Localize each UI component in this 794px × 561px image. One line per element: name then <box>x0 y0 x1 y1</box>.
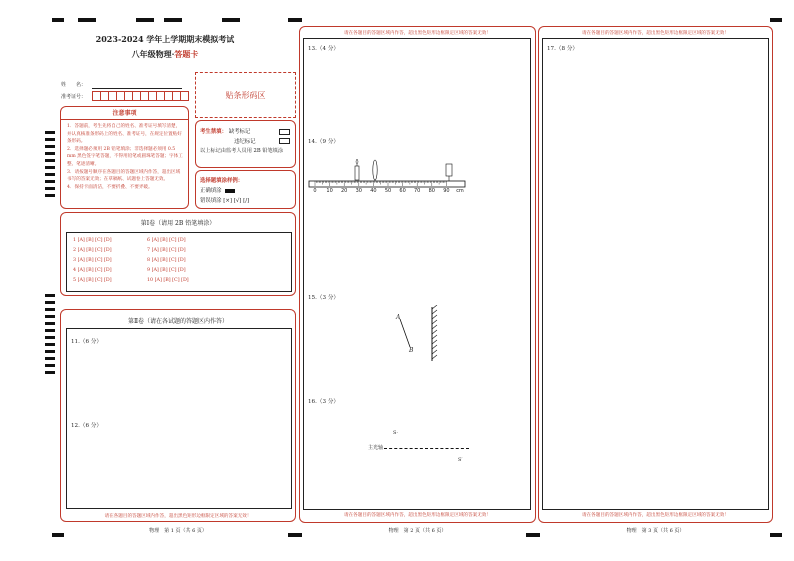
notice-item-2: 2．选择题必须用 2B 铅笔填涂；非选择题必须用 0.5 mm 黑色签字笔答题，不得用铅笔或圆珠笔答题；字体工整、笔迹清晰。 <box>67 146 183 167</box>
image-s-label: S′ <box>458 457 463 463</box>
cheat-label: 违纪标记 <box>234 139 256 145</box>
ruler-label: 40 <box>370 188 377 194</box>
question-12-label: 12.（6 分） <box>71 423 103 429</box>
exam-title: 2023-2024 学年上学期期末模拟考试 <box>95 34 235 44</box>
choice-row-2[interactable]: 2 [A] [B] [C] [D] <box>73 248 112 253</box>
ruler-label: 80 <box>428 188 435 194</box>
question-11-label: 11.（6 分） <box>71 339 103 345</box>
choice-row-5[interactable]: 5 [A] [B] [C] [D] <box>73 278 112 283</box>
ruler-label: 10 <box>326 188 333 194</box>
candle-icon <box>355 159 359 180</box>
candidate-label: 考生禁填： <box>200 129 227 135</box>
choice-row-9[interactable]: 9 [A] [B] [C] [D] <box>147 268 186 273</box>
side-marks-lower <box>45 294 55 374</box>
subtitle-separator: · <box>171 49 175 59</box>
part1-box <box>60 212 296 296</box>
registration-mark <box>222 18 240 22</box>
principal-axis <box>384 448 469 449</box>
choice-row-8[interactable]: 8 [A] [B] [C] [D] <box>147 258 186 263</box>
page-footer-3: 物理 第 3 页（共 6 页） <box>626 528 685 534</box>
ruler-label: 60 <box>399 188 406 194</box>
fill-example-box <box>195 170 296 209</box>
warning-header: 请在各题目的答题区域内作答，超出黑色矩形边框限定区域的答案无效！ <box>581 31 729 36</box>
ticket-label: 准考证号： <box>61 94 87 100</box>
page2-answer-area[interactable] <box>303 38 531 510</box>
correct-fill-label: 正确填涂 <box>200 188 222 194</box>
notice-title: 注意事项 <box>61 107 188 120</box>
candidate-box <box>195 120 296 168</box>
registration-mark <box>770 18 782 22</box>
page-footer-1: 物理 第 1 页（共 6 页） <box>149 528 207 534</box>
warning-footer: 请在各题目的答题区域内作答，超出黑色矩形边框限定区域的答案无效！ <box>104 514 252 519</box>
part2-title: 第Ⅱ卷（请在各试题的答题区内作答） <box>127 318 229 325</box>
part2-box <box>60 309 296 522</box>
warning-footer: 请在各题目的答题区域内作答，超出黑色矩形边框限定区域的答案无效！ <box>581 513 729 518</box>
registration-mark <box>288 18 302 22</box>
convex-lens-icon <box>373 160 377 181</box>
side-marks-upper <box>45 131 55 197</box>
ruler-label: 70 <box>414 188 421 194</box>
light-screen-icon <box>446 164 452 181</box>
notice-box <box>60 106 189 209</box>
wrong-fill-label: 错误填涂 <box>200 198 222 204</box>
page-footer-2: 物理 第 2 页（共 6 页） <box>388 528 447 534</box>
choice-row-4[interactable]: 4 [A] [B] [C] [D] <box>73 268 112 273</box>
absent-checkbox[interactable] <box>279 129 290 135</box>
principal-axis-label: 主光轴 <box>368 445 384 451</box>
choice-grid <box>66 232 292 292</box>
ruler-label: cm <box>456 188 464 194</box>
registration-mark <box>136 18 154 22</box>
barcode-area <box>195 72 296 118</box>
notice-item-1: 1．答题前，考生先将自己的姓名、准考证号填写清楚，并认真核准条形码上的姓名、准考证号，在规定位置贴好条形码。 <box>67 124 182 145</box>
warning-header: 请在各题目的答题区域内作答，超出黑色矩形边框限定区域的答案无效！ <box>343 31 491 36</box>
ruler-label: 0 <box>313 188 317 194</box>
question-16-label: 16.（3 分） <box>308 399 340 405</box>
point-a-label: A <box>396 314 401 321</box>
notice-item-3: 3．请按题号顺序在各题目的答题区域内作答，超出区域书写的答案无效；在草稿纸、试题卷上答题无效。 <box>67 169 181 183</box>
ruler-labels <box>308 181 468 193</box>
registration-mark <box>78 18 96 22</box>
answer-card-label: 答题卡 <box>174 49 199 59</box>
page3-answer-area[interactable] <box>542 38 769 510</box>
registration-mark <box>164 18 182 22</box>
exam-subtitle <box>90 49 240 60</box>
point-b-label: B <box>409 347 414 354</box>
barcode-label: 贴条形码区 <box>225 90 266 100</box>
cheat-checkbox[interactable] <box>279 138 290 144</box>
object-ab <box>400 319 410 347</box>
choice-row-1[interactable]: 1 [A] [B] [C] [D] <box>73 238 112 243</box>
question-15-label: 15.（3 分） <box>308 295 340 301</box>
question-13-label: 13.（4 分） <box>308 46 340 52</box>
ruler-label: 20 <box>341 188 348 194</box>
part1-title: 第Ⅰ卷（请用 2B 铅笔填涂） <box>140 220 216 227</box>
name-label: 姓 名： <box>61 82 87 88</box>
name-line[interactable] <box>92 88 182 89</box>
choice-row-3[interactable]: 3 [A] [B] [C] [D] <box>73 258 112 263</box>
choice-row-10[interactable]: 10 [A] [B] [C] [D] <box>147 278 189 283</box>
ruler-label: 30 <box>355 188 362 194</box>
candidate-note: 以上标记由监考人员用 2B 铅笔填涂 <box>200 148 284 154</box>
choice-row-7[interactable]: 7 [A] [B] [C] [D] <box>147 248 186 253</box>
question-14-label: 14.（9 分） <box>308 139 340 145</box>
choice-row-6[interactable]: 6 [A] [B] [C] [D] <box>147 238 186 243</box>
warning-footer: 请在各题目的答题区域内作答，超出黑色矩形边框限定区域的答案无效！ <box>343 513 491 518</box>
correct-fill-sample <box>225 189 235 193</box>
absent-label: 缺考标记 <box>228 129 251 135</box>
ruler-label: 50 <box>384 188 392 194</box>
notice-item-4: 4．保持卡面清洁，不要折叠、不要弄破。 <box>67 184 153 190</box>
subject-grade: 八年级物理 <box>131 49 172 59</box>
ruler-label: 90 <box>443 188 450 194</box>
registration-mark <box>52 18 64 22</box>
wrong-fill-samples: [×] [√] [/] <box>223 198 250 204</box>
fill-example-title: 选择题填涂样例： <box>200 178 244 184</box>
source-s-label: S· <box>393 430 399 436</box>
part2-answer-area[interactable] <box>66 328 292 509</box>
mirror-hatching <box>432 305 437 359</box>
ticket-number-boxes[interactable] <box>92 91 189 101</box>
question-17-label: 17.（8 分） <box>547 46 579 52</box>
